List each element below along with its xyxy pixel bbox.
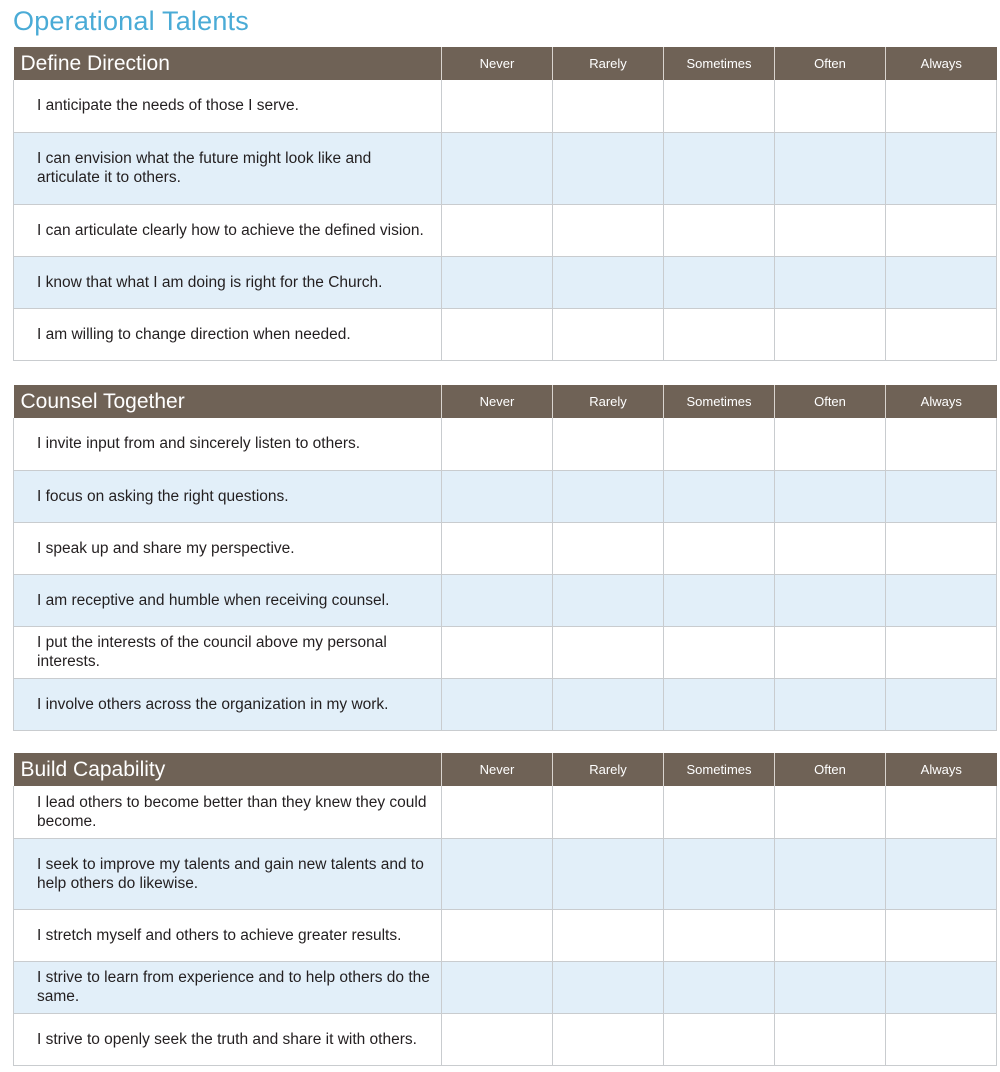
column-header-rarely: Rarely — [553, 753, 664, 786]
column-header-sometimes: Sometimes — [664, 385, 775, 418]
table-row — [14, 678, 997, 730]
rating-cell-sometimes[interactable] — [664, 132, 775, 204]
table-row — [14, 418, 997, 470]
statement-text: I stretch myself and others to achieve greater results. — [14, 909, 442, 961]
rating-cell-never[interactable] — [442, 909, 553, 961]
rating-cell-sometimes[interactable] — [664, 80, 775, 132]
rating-cell-sometimes[interactable] — [664, 961, 775, 1013]
rating-cell-sometimes[interactable] — [664, 256, 775, 308]
rating-cell-always[interactable] — [886, 961, 997, 1013]
rating-cell-often[interactable] — [775, 1013, 886, 1065]
rating-cell-sometimes[interactable] — [664, 909, 775, 961]
rating-cell-never[interactable] — [442, 838, 553, 909]
rating-cell-often[interactable] — [775, 256, 886, 308]
statement-text: I put the interests of the council above my personal interests. — [14, 626, 442, 678]
statement-text: I invite input from and sincerely listen to others. — [14, 418, 442, 470]
rating-cell-always[interactable] — [886, 678, 997, 730]
rating-cell-often[interactable] — [775, 786, 886, 838]
rating-cell-always[interactable] — [886, 204, 997, 256]
column-header-always: Always — [920, 394, 962, 409]
rating-cell-always[interactable] — [886, 256, 997, 308]
statement-text: I strive to openly seek the truth and share it with others. — [14, 1013, 442, 1065]
rating-cell-rarely[interactable] — [553, 522, 664, 574]
rating-cell-often[interactable] — [775, 909, 886, 961]
statement-text: I involve others across the organization in my work. — [14, 678, 442, 730]
rating-cell-never[interactable] — [442, 961, 553, 1013]
rating-cell-rarely[interactable] — [553, 308, 664, 360]
table-row — [14, 961, 997, 1013]
rating-cell-never[interactable] — [442, 522, 553, 574]
rating-cell-sometimes[interactable] — [664, 470, 775, 522]
table-row — [14, 1013, 997, 1065]
column-header-sometimes: Sometimes — [664, 753, 775, 786]
table-row — [14, 574, 997, 626]
column-header-never: Never — [442, 47, 553, 80]
rating-table-counsel-together — [13, 385, 997, 731]
rating-cell-sometimes[interactable] — [664, 626, 775, 678]
column-header-rarely: Rarely — [553, 385, 664, 418]
rating-cell-rarely[interactable] — [553, 1013, 664, 1065]
table-row — [14, 470, 997, 522]
rating-cell-sometimes[interactable] — [664, 786, 775, 838]
column-header-rarely: Rarely — [553, 47, 664, 80]
rating-cell-sometimes[interactable] — [664, 418, 775, 470]
rating-cell-always[interactable] — [886, 418, 997, 470]
rating-cell-always[interactable] — [886, 470, 997, 522]
statement-text: I strive to learn from experience and to help others do the same. — [14, 961, 442, 1013]
rating-cell-often[interactable] — [775, 204, 886, 256]
table-header-row — [14, 753, 997, 786]
rating-cell-rarely[interactable] — [553, 786, 664, 838]
rating-cell-never[interactable] — [442, 418, 553, 470]
rating-cell-sometimes[interactable] — [664, 204, 775, 256]
column-header-sometimes: Sometimes — [664, 47, 775, 80]
table-row — [14, 308, 997, 360]
section-title: Define Direction — [14, 47, 442, 80]
rating-table-define-direction — [13, 47, 997, 361]
statement-text: I focus on asking the right questions. — [14, 470, 442, 522]
table-row — [14, 626, 997, 678]
statement-text: I can articulate clearly how to achieve the defined vision. — [14, 204, 442, 256]
rating-cell-often[interactable] — [775, 308, 886, 360]
rating-cell-often[interactable] — [775, 470, 886, 522]
section-build-capability — [13, 753, 996, 1066]
statement-text: I seek to improve my talents and gain new talents and to help others do likewise. — [14, 838, 442, 909]
rating-cell-often[interactable] — [775, 80, 886, 132]
rating-cell-never[interactable] — [442, 80, 553, 132]
rating-cell-always[interactable] — [886, 626, 997, 678]
rating-cell-often[interactable] — [775, 626, 886, 678]
rating-cell-never[interactable] — [442, 470, 553, 522]
table-row — [14, 80, 997, 132]
rating-cell-never[interactable] — [442, 574, 553, 626]
column-header-never: Never — [442, 385, 553, 418]
rating-cell-always[interactable] — [886, 522, 997, 574]
rating-cell-always[interactable] — [886, 838, 997, 909]
rating-cell-never[interactable] — [442, 132, 553, 204]
statement-text: I anticipate the needs of those I serve. — [14, 80, 442, 132]
rating-cell-rarely[interactable] — [553, 961, 664, 1013]
rating-cell-rarely[interactable] — [553, 574, 664, 626]
column-header-always: Always — [920, 56, 962, 71]
column-header-often: Often — [775, 753, 886, 786]
rating-cell-always[interactable] — [886, 132, 997, 204]
rating-cell-rarely[interactable] — [553, 626, 664, 678]
table-row — [14, 786, 997, 838]
page-title: Operational Talents — [13, 6, 249, 36]
rating-cell-sometimes[interactable] — [664, 308, 775, 360]
statement-text: I lead others to become better than they knew they could become. — [14, 786, 442, 838]
rating-cell-sometimes[interactable] — [664, 574, 775, 626]
rating-cell-rarely[interactable] — [553, 418, 664, 470]
statement-text: I speak up and share my perspective. — [14, 522, 442, 574]
rating-cell-sometimes[interactable] — [664, 678, 775, 730]
column-header-never: Never — [442, 753, 553, 786]
table-header-row — [14, 47, 997, 80]
column-header-often: Often — [775, 47, 886, 80]
rating-cell-rarely[interactable] — [553, 838, 664, 909]
column-header-always: Always — [920, 762, 962, 777]
table-header-row — [14, 385, 997, 418]
rating-cell-always[interactable] — [886, 80, 997, 132]
rating-cell-always[interactable] — [886, 574, 997, 626]
rating-cell-often[interactable] — [775, 961, 886, 1013]
table-row — [14, 204, 997, 256]
rating-cell-always[interactable] — [886, 909, 997, 961]
rating-cell-often[interactable] — [775, 522, 886, 574]
rating-cell-sometimes[interactable] — [664, 1013, 775, 1065]
rating-cell-rarely[interactable] — [553, 470, 664, 522]
section-title: Counsel Together — [14, 385, 442, 418]
rating-cell-never[interactable] — [442, 786, 553, 838]
rating-cell-often[interactable] — [775, 418, 886, 470]
section-define-direction — [13, 47, 996, 361]
section-title: Build Capability — [14, 753, 442, 786]
rating-cell-always[interactable] — [886, 1013, 997, 1065]
rating-cell-sometimes[interactable] — [664, 522, 775, 574]
rating-cell-rarely[interactable] — [553, 204, 664, 256]
rating-cell-never[interactable] — [442, 626, 553, 678]
statement-text: I am receptive and humble when receiving counsel. — [14, 574, 442, 626]
table-row — [14, 132, 997, 204]
rating-cell-always[interactable] — [886, 308, 997, 360]
rating-cell-never[interactable] — [442, 204, 553, 256]
rating-cell-never[interactable] — [442, 1013, 553, 1065]
rating-cell-never[interactable] — [442, 678, 553, 730]
table-row — [14, 838, 997, 909]
table-row — [14, 256, 997, 308]
table-row — [14, 909, 997, 961]
rating-cell-rarely[interactable] — [553, 80, 664, 132]
statement-text: I can envision what the future might look like and articulate it to others. — [14, 132, 442, 204]
rating-cell-sometimes[interactable] — [664, 838, 775, 909]
rating-table-build-capability — [13, 753, 997, 1066]
section-counsel-together — [13, 385, 996, 731]
rating-cell-always[interactable] — [886, 786, 997, 838]
rating-cell-never[interactable] — [442, 256, 553, 308]
rating-cell-rarely[interactable] — [553, 256, 664, 308]
rating-cell-rarely[interactable] — [553, 678, 664, 730]
rating-cell-rarely[interactable] — [553, 132, 664, 204]
rating-cell-often[interactable] — [775, 838, 886, 909]
column-header-often: Often — [775, 385, 886, 418]
rating-cell-often[interactable] — [775, 132, 886, 204]
rating-cell-often[interactable] — [775, 574, 886, 626]
rating-cell-rarely[interactable] — [553, 909, 664, 961]
statement-text: I know that what I am doing is right for the Church. — [14, 256, 442, 308]
statement-text: I am willing to change direction when needed. — [14, 308, 442, 360]
table-row — [14, 522, 997, 574]
rating-cell-often[interactable] — [775, 678, 886, 730]
rating-cell-never[interactable] — [442, 308, 553, 360]
